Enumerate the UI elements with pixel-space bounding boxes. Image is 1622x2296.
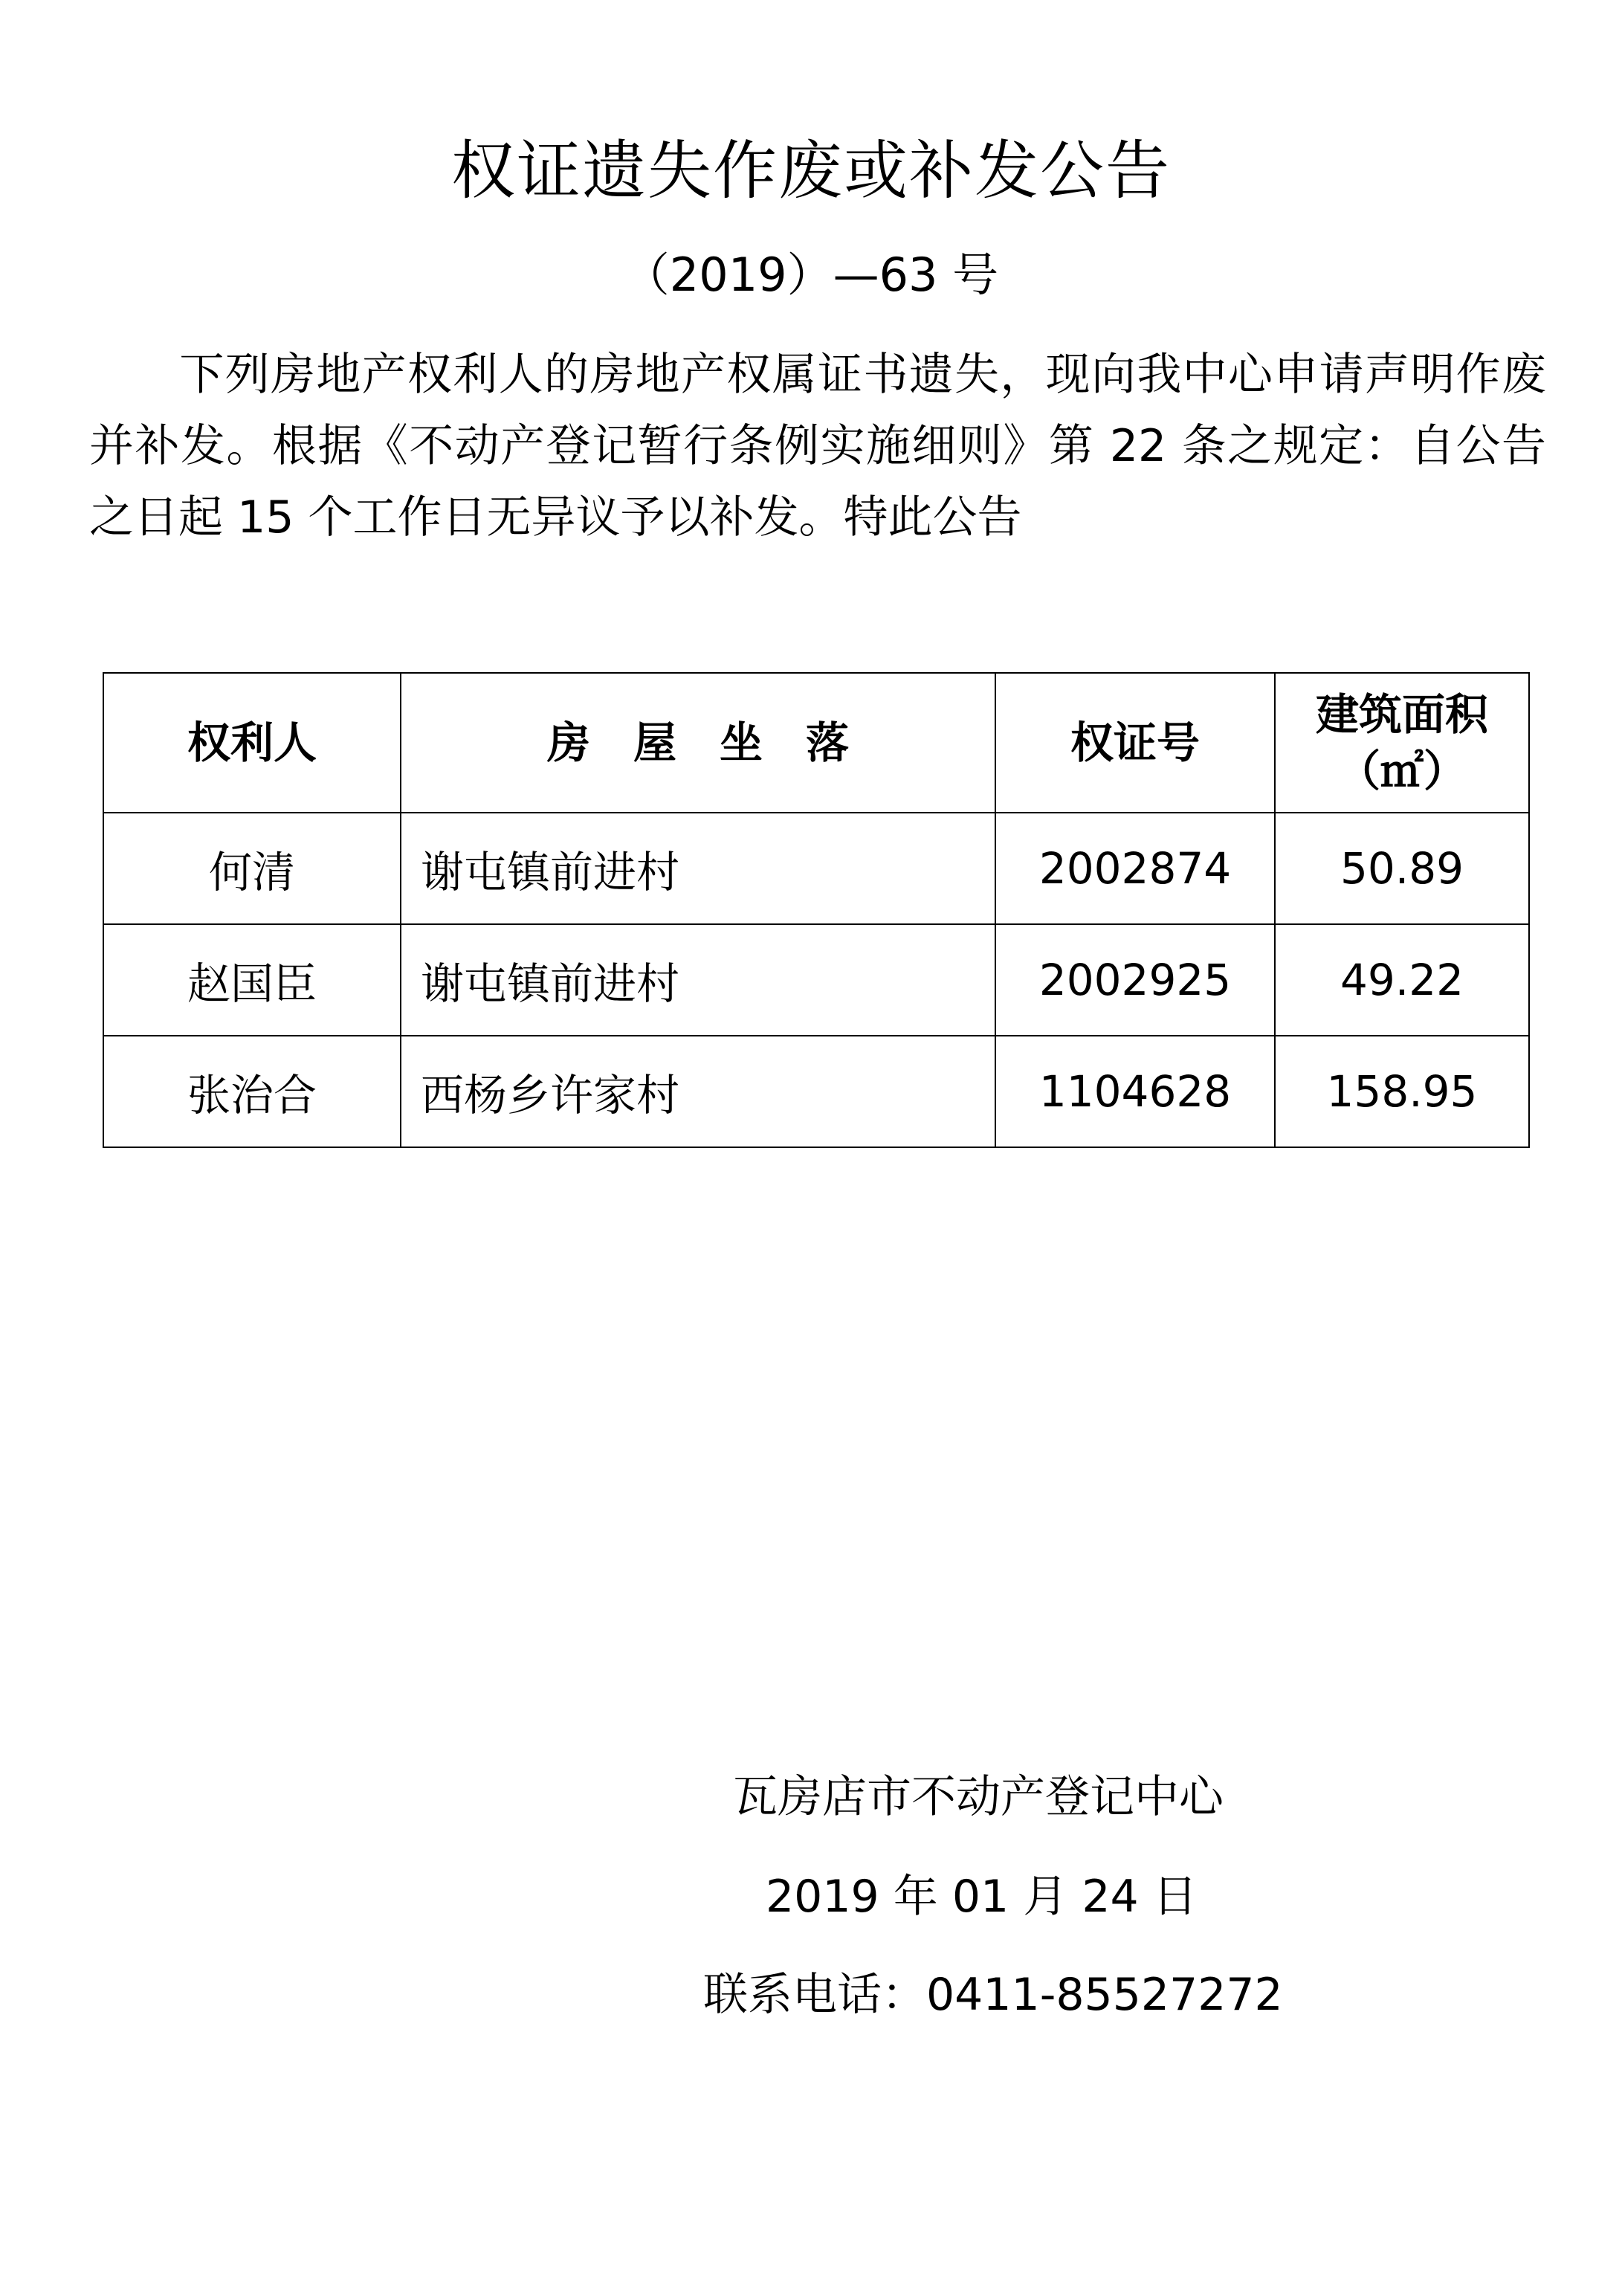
header-owner: 权利人	[103, 673, 401, 813]
contact-phone: 联系电话：0411-85527272	[703, 1969, 1283, 2021]
cell-location: 西杨乡许家村	[401, 1036, 995, 1147]
cell-area: 158.95	[1275, 1036, 1529, 1147]
cell-owner: 张治合	[103, 1036, 401, 1147]
issue-date: 2019 年 01 月 24 日	[766, 1871, 1198, 1923]
table-header-row	[103, 673, 1529, 813]
notice-number: （2019）—63 号	[623, 248, 999, 302]
cell-location: 谢屯镇前进村	[401, 924, 995, 1036]
issuing-organization: 瓦房店市不动产登记中心	[733, 1771, 1224, 1823]
header-cert-no: 权证号	[995, 673, 1275, 813]
cell-owner: 赵国臣	[103, 924, 401, 1036]
cell-owner: 何清	[103, 813, 401, 924]
cell-area: 50.89	[1275, 813, 1529, 924]
header-location: 房 屋 坐 落	[401, 673, 995, 813]
cell-cert-no: 2002925	[995, 924, 1275, 1036]
table-row	[103, 1036, 1529, 1147]
cell-cert-no: 1104628	[995, 1036, 1275, 1147]
table-row	[103, 924, 1529, 1036]
header-area	[1275, 673, 1529, 813]
records-table	[103, 672, 1530, 1148]
table-row	[103, 813, 1529, 924]
header-area-label: 建筑面积	[1315, 689, 1488, 740]
cell-cert-no: 2002874	[995, 813, 1275, 924]
notice-title: 权证遗失作废或补发公告	[451, 134, 1171, 208]
cell-area: 49.22	[1275, 924, 1529, 1036]
paragraph-text: 下列房地产权利人的房地产权属证书遗失，现向我中心申请声明作废并补发。根据《不动产登记暂行条例实施细则》第 22 条之规定：自公告之日起 15 个工作日无异议予以补发。特此公告	[89, 349, 1546, 544]
header-area-unit: （㎡）	[1337, 746, 1467, 796]
notice-paragraph	[89, 339, 1546, 553]
cell-location: 谢屯镇前进村	[401, 813, 995, 924]
